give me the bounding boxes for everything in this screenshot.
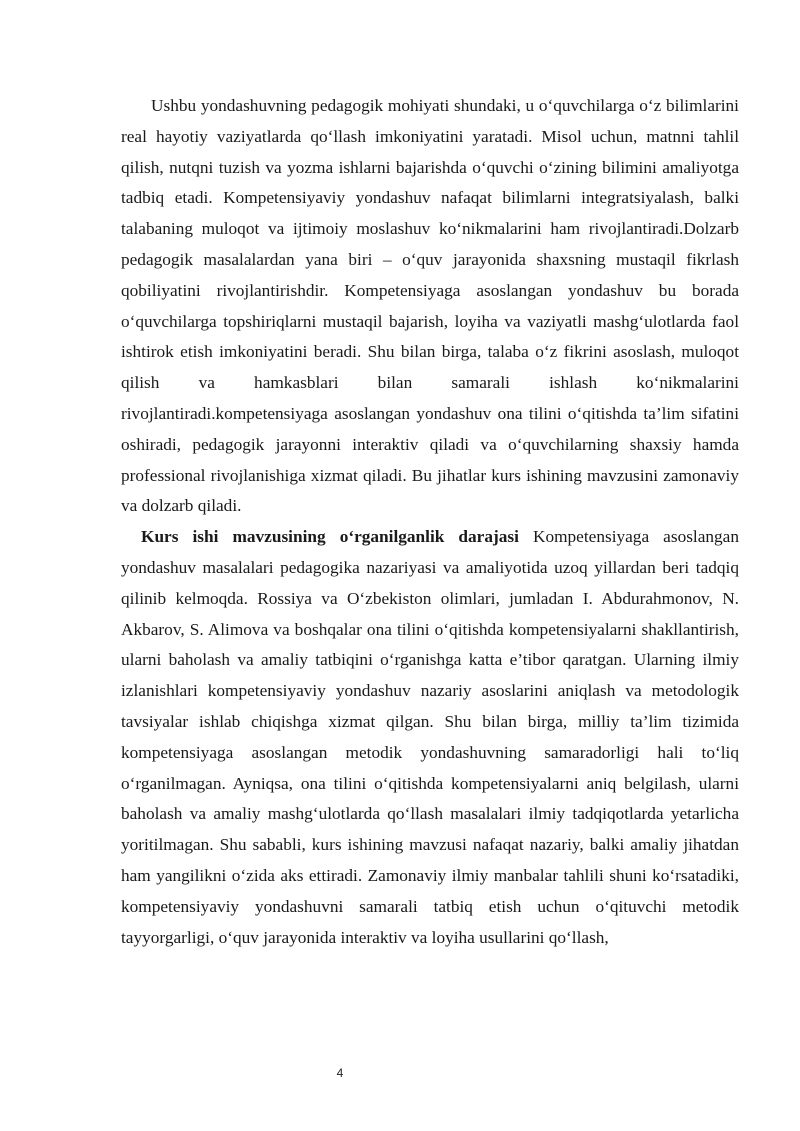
paragraph-intro: Ushbu yondashuvning pedagogik mohiyati shundaki, u o‘quvchilarga o‘z bilimlarini real hayotiy vaziyatlarda qo‘llash imkoniyatini yaratadi. Misol uchun, matnni tahlil qilish, nutqni tuzish va yozma ishlarni bajarishda o‘quvchi o‘zining bilimini amaliyotga tadbiq etadi. Kompetensiyaviy yondashuv nafaqat bilimlarni integratsiyalash, balki talabaning muloqot va ijtimoiy moslashuv ko‘nikmalarini ham rivojlantiradi.Dolzarb pedagogik masalalardan yana biri – o‘quv jarayonida shaxsning mustaqil fikrlash qobiliyatini rivojlantirishdir. Kompetensiyaga asoslangan yondashuv bu borada o‘quvchilarga topshiriqlarni mustaqil bajarish, loyiha va vaziyatli mashg‘ulotlarda faol ishtirok etish imkoniyatini beradi. Shu bilan birga, talaba o‘z fikrini asoslash, muloqot qilish va hamkasblari bilan samarali ishlash ko‘nikmalarini rivojlantiradi.kompetensiyaga asoslangan yondashuv ona tilini o‘qitishda ta’lim sifatini oshiradi, pedagogik jarayonni interaktiv qiladi va o‘quvchilarning shaxsiy hamda professional rivojlanishiga xizmat qiladi. Bu jihatlar kurs ishining mavzusini zamonaviy va dolzarb qiladi. bbox=[121, 96, 739, 516]
section-heading-inline: Kurs ishi mavzusining o‘rganilganlik darajasi bbox=[141, 527, 519, 547]
paragraph-literature-review bbox=[121, 522, 739, 953]
body-text bbox=[121, 91, 739, 953]
paragraph-literature-body: Kompetensiyaga asoslangan yondashuv masalalari pedagogika nazariyasi va amaliyotida uzoq yillardan beri tadqiq qilinib kelmoqda. Rossiya va O‘zbekiston olimlari, jumladan I. Abdurahmonov, N. Akbarov, S. Alimova va boshqalar ona tilini o‘qitishda kompetensiyalarni shakllantirish, ularni baholash va amaliy tatbiqini o‘rganishga katta e’tibor qaratgan. Ularning ilmiy izlanishlari kompetensiyaviy yondashuv nazariy asoslarini aniqlash va metodologik tavsiyalar ishlab chiqishga xizmat qilgan. Shu bilan birga, milliy ta’lim tizimida kompetensiyaga asoslangan metodik yondashuvning samaradorligi hali to‘liq o‘rganilmagan. Ayniqsa, ona tilini o‘qitishda kompetensiyalarni aniq belgilash, ularni baholash va amaliy mashg‘ulotlarda qo‘llash masalalari ilmiy tadqiqotlarda yetarlicha yoritilmagan. Shu sababli, kurs ishining mavzusi nafaqat nazariy, balki amaliy jihatdan ham yangilikni o‘zida aks ettiradi. Zamonaviy ilmiy manbalar tahlili shuni ko‘rsatadiki, kompetensiyaviy yondashuvni samarali tatbiq etish uchun o‘qituvchi metodik tayyorgarligi, o‘quv jarayonida interaktiv va loyiha usullarini qo‘llash, bbox=[121, 527, 739, 947]
page-number: 4 bbox=[336, 1066, 344, 1080]
